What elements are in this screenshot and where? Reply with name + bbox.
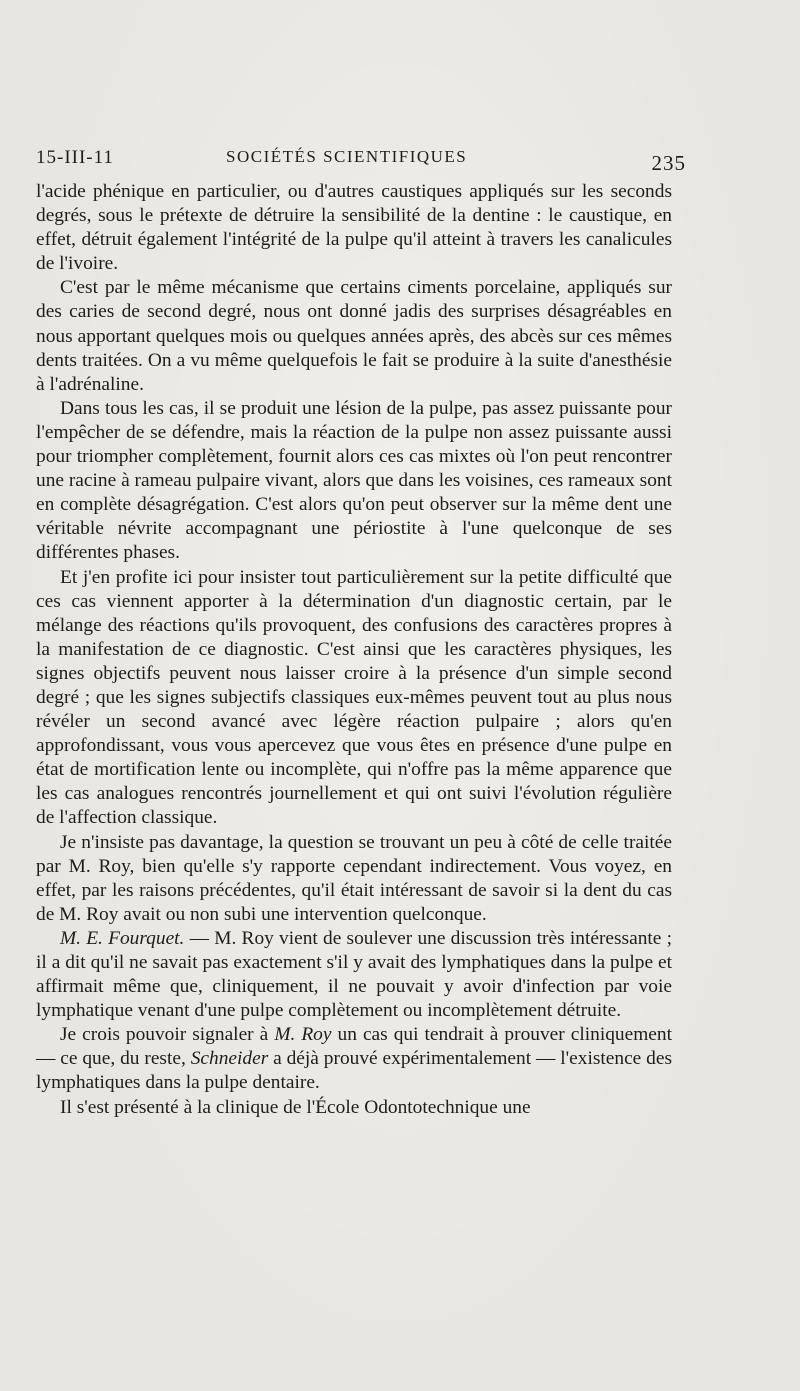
italic-name: Schneider xyxy=(190,1048,269,1070)
speaker-name: M. E. Fourquet. xyxy=(60,927,185,949)
paragraph: C'est par le même mécanisme que certains ciments porcelaine, appliqués sur des caries de second degré, nous ont donné jadis des surprises désagréables en nous apportant quelques mois ou quelques années après, des abcès sur ces mêmes dents traitées. On a vu même quelquefois le fait se produire à la suite d'anesthésie à l'adrénaline. xyxy=(36,277,672,395)
paragraph: Dans tous les cas, il se produit une lésion de la pulpe, pas assez puissante pour l'empêcher de se défendre, mais la réaction de la pulpe non assez puissante aussi pour triompher complètement, fournit alors ces cas mixtes où l'on peut rencontrer une racine à rameau pulpaire vivant, alors que dans les voisines, ces rameaux sont en complète désagrégation. C'est alors qu'on peut observer sur la même dent une véritable névrite accompagnant une périostite à l'une quelconque de ses différentes phases. xyxy=(36,397,672,564)
paragraph xyxy=(36,927,672,1023)
paragraph: Et j'en profite ici pour insister tout particulièrement sur la petite difficulté que ces cas viennent apporter à la détermination d'un diagnostic certain, par le mélange des réactions qu'ils provoquent, des confusions des caractères propres à la manifestation de ce diagnostic. C'est ainsi que les caractères physiques, les signes objectifs peuvent nous laisser croire à la présence d'un simple second degré ; que les signes subjectifs classiques eux-mêmes peuvent tout au plus nous révéler un second avancé avec légère réaction pulpaire ; alors qu'en approfondissant, vous vous apercevez que vous êtes en présence d'une pulpe en état de mortification lente ou incomplète, qui n'offre pas la même apparence que les cas analogues rencontrés journellement et qui ont suivi l'évolution régulière de l'affection classique. xyxy=(36,566,672,829)
section-title: SOCIÉTÉS SCIENTIFIQUES xyxy=(226,147,468,166)
paragraph: Il s'est présenté à la clinique de l'École Odontotechnique une xyxy=(60,1096,531,1118)
body-text xyxy=(36,180,672,1120)
paragraph: Je n'insiste pas davantage, la question se trouvant un peu à côté de celle traitée par M. Roy, bien qu'elle s'y rapporte cependant indirectement. Vous voyez, en effet, par les raisons précédentes, qu'il était intéressant de savoir si la dent du cas de M. Roy avait ou non subi une intervention quelconque. xyxy=(36,831,672,925)
running-header xyxy=(36,143,686,175)
issue-date: 15-III-11 xyxy=(36,147,114,168)
text-run: Je crois pouvoir signaler à xyxy=(60,1024,275,1046)
italic-name: M. Roy xyxy=(274,1024,332,1046)
page-number: 235 xyxy=(651,151,686,175)
paragraph xyxy=(36,1023,672,1095)
text-run: a déjà prouvé expérimentalement — l'existence des lymphatiques dans la pulpe dentaire. xyxy=(36,1048,673,1094)
paragraph: l'acide phénique en particulier, ou d'autres caustiques appliqués sur les seconds degrés, sous le prétexte de détruire la sensibilité de la dentine : le caustique, en effet, détruit également l'intégrité de la pulpe qu'il atteint à travers les canalicules de l'ivoire. xyxy=(36,181,672,275)
speech-text: — M. Roy vient de soulever une discussion très intéressante ; il a dit qu'il ne savait pas exactement s'il y avait des lymphatiques dans la pulpe et affirmait même que, cliniquement, il ne pouvait y avoir d'infection par voie lymphatique venant d'une pulpe complètement ou incomplètement détruite. xyxy=(36,927,672,1022)
text-run: un cas qui tendrait à prouver cliniquement — ce que, du reste, xyxy=(36,1024,672,1070)
